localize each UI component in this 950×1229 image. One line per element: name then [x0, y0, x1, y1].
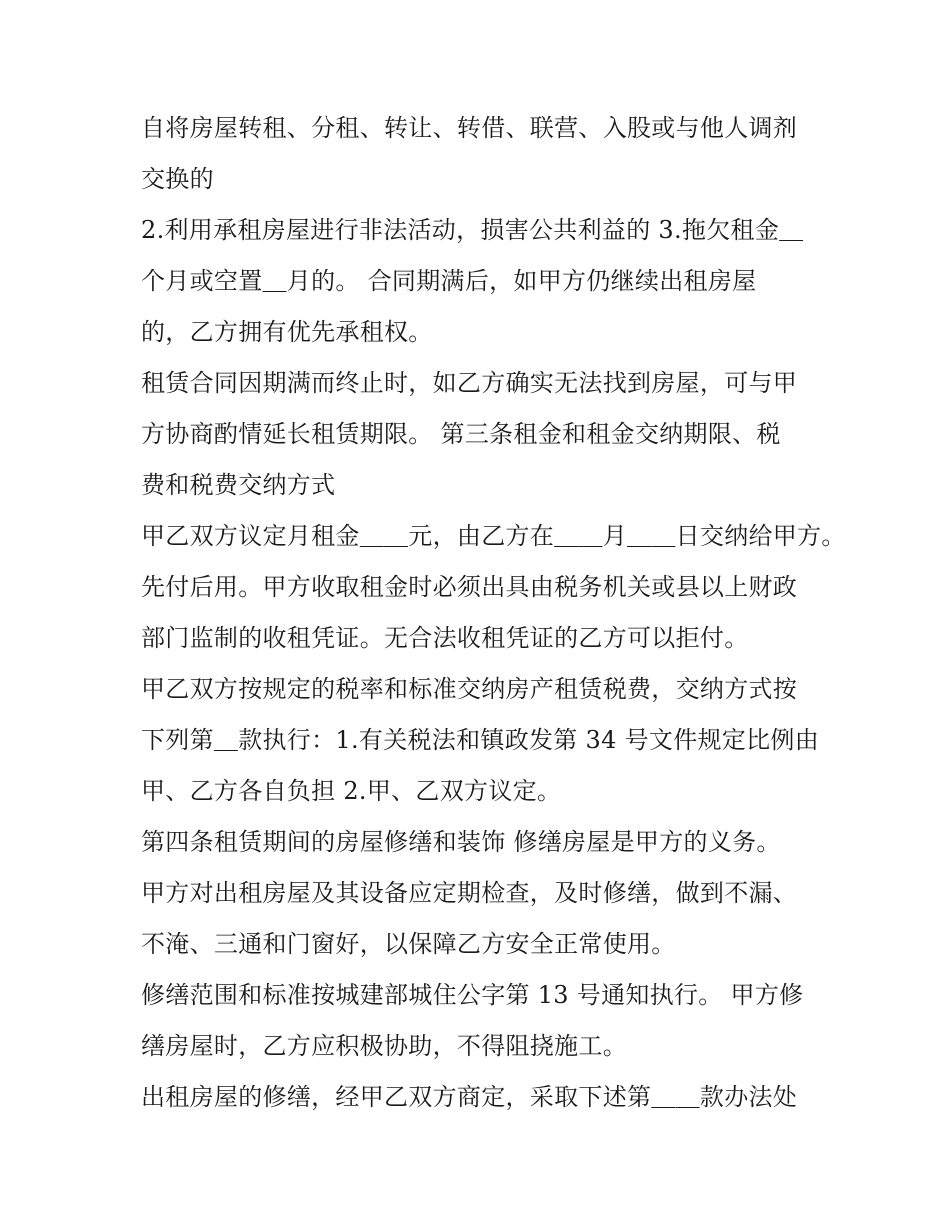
text-line: 下列第＿款执行：1.有关税法和镇政发第 34 号文件规定比例由 [141, 726, 819, 754]
text-line: 出租房屋的修缮，经甲乙双方商定，采取下述第＿＿款办法处 [141, 1083, 798, 1111]
document-body [141, 103, 846, 1123]
text-line: 甲、乙方各自负担 2.甲、乙双方议定。 [141, 777, 562, 805]
text-line: 的，乙方拥有优先承租权。 [141, 318, 433, 346]
text-line: 2.利用承租房屋进行非法活动，损害公共利益的 3.拖欠租金＿ [141, 216, 804, 244]
text-line: 租赁合同因期满而终止时，如乙方确实无法找到房屋，可与甲 [141, 369, 798, 397]
text-line: 修缮范围和标准按城建部城住公字第 13 号通知执行。 甲方修 [141, 981, 804, 1009]
text-line: 不淹、三通和门窗好，以保障乙方安全正常使用。 [141, 930, 676, 958]
text-line: 方协商酌情延长租赁期限。 第三条租金和租金交纳期限、税 [141, 420, 781, 448]
text-line: 个月或空置＿月的。 合同期满后，如甲方仍继续出租房屋 [141, 267, 757, 295]
text-line: 部门监制的收租凭证。无合法收租凭证的乙方可以拒付。 [141, 624, 749, 652]
text-line: 第四条租赁期间的房屋修缮和装饰 修缮房屋是甲方的义务。 [141, 828, 781, 856]
text-line: 自将房屋转租、分租、转让、转借、联营、入股或与他人调剂 [141, 114, 798, 142]
text-line: 先付后用。甲方收取租金时必须出具由税务机关或县以上财政 [141, 573, 798, 601]
text-line: 甲方对出租房屋及其设备应定期检查，及时修缮，做到不漏、 [141, 879, 798, 907]
text-line: 费和税费交纳方式 [141, 471, 336, 499]
text-line: 甲乙双方议定月租金＿＿元，由乙方在＿＿月＿＿日交纳给甲方。 [141, 522, 846, 550]
text-line: 交换的 [141, 165, 214, 193]
text-line: 缮房屋时，乙方应积极协助，不得阻挠施工。 [141, 1032, 627, 1060]
text-line: 甲乙双方按规定的税率和标准交纳房产租赁税费，交纳方式按 [141, 675, 798, 703]
